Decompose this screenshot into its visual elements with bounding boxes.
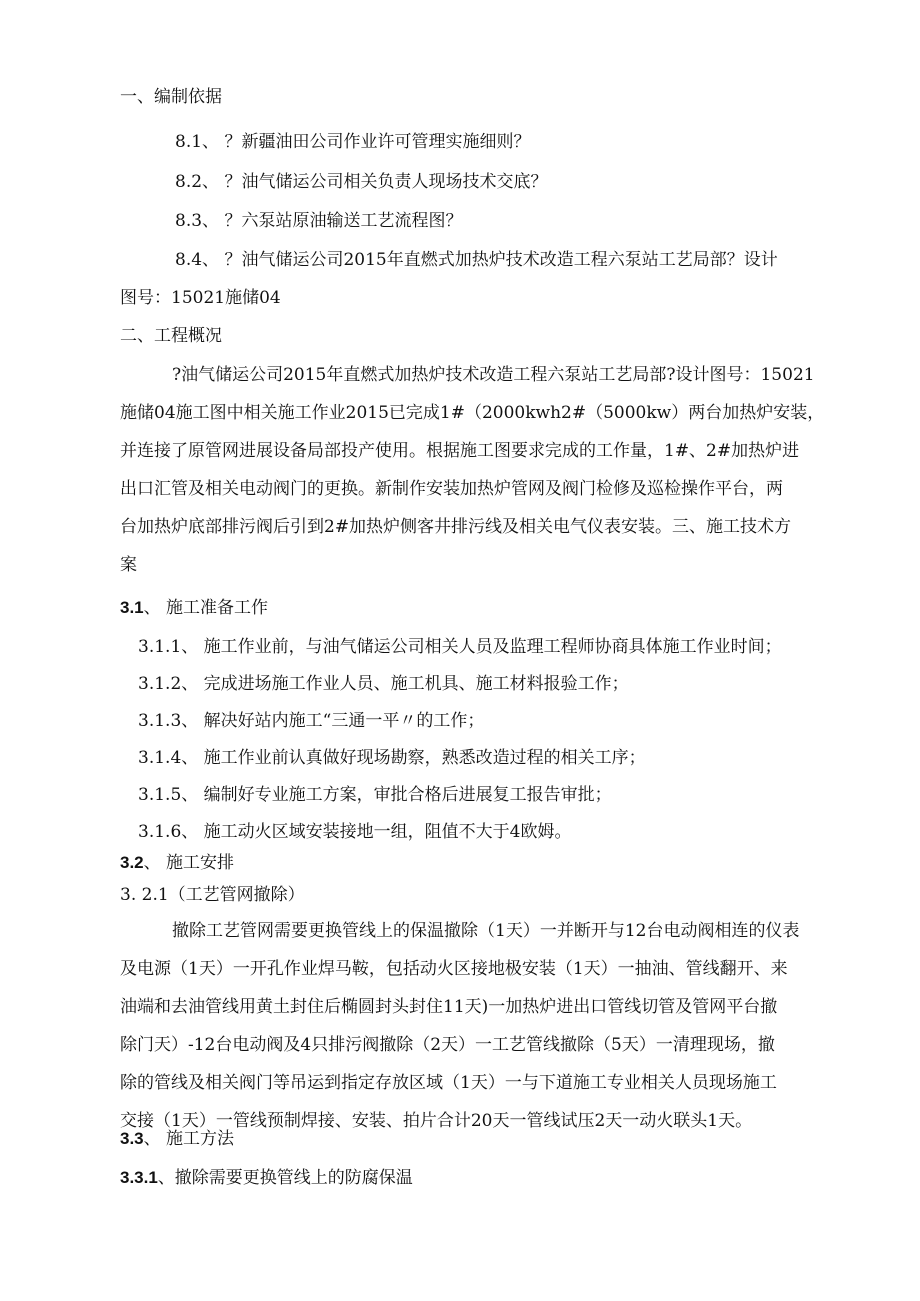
prep-item-5: 3.1.5、 编制好专业施工方案，审批合格后进展复工报告审批； — [138, 785, 612, 805]
overview-line-6: 案 — [120, 555, 137, 575]
section-3-3-1-heading — [120, 1167, 413, 1189]
basis-item-4: 8.4、 ？油气储运公司2015年直燃式加热炉技术改造工程六泵站工艺局部？设计 — [175, 250, 778, 270]
overview-line-2: 施储04施工图中相关施工作业2015已完成1#（2000kwh2#（5000kw）两台加热炉安装， — [120, 403, 825, 423]
basis-item-4-continued: 图号：15021施储04 — [120, 288, 281, 308]
section-3-3-1-title: 、撤除需要更换管线上的防腐保温 — [157, 1168, 413, 1188]
section-3-3-heading — [120, 1128, 234, 1150]
prep-item-1: 3.1.1、 施工作业前，与油气储运公司相关人员及监理工程师协商具体施工作业时间； — [138, 637, 782, 657]
basis-item-1: 8.1、 ？新疆油田公司作业许可管理实施细则？ — [175, 132, 531, 152]
section-3-1-number: 3.1 — [120, 598, 144, 617]
schedule-line-5: 除的管线及相关阀门等吊运到指定存放区域（1天）一与下道施工专业相关人员现场施工 — [120, 1073, 777, 1093]
section-3-2-1-heading: 3. 2.1（工艺管网撤除） — [120, 885, 305, 905]
section-3-1-heading — [120, 597, 268, 619]
overview-line-4: 出口汇管及相关电动阀门的更换。新制作安装加热炉管网及阀门检修及巡检操作平台，两 — [120, 479, 783, 499]
prep-item-2: 3.1.2、 完成进场施工作业人员、施工机具、施工材料报验工作； — [138, 674, 629, 694]
basis-item-2: 8.2、 ？油气储运公司相关负责人现场技术交底？ — [175, 172, 548, 192]
prep-item-3: 3.1.3、 解决好站内施工“三通一平〃的工作； — [138, 711, 485, 731]
prep-item-6: 3.1.6、 施工动火区域安装接地一组，阻值不大于4欧姆。 — [138, 822, 572, 842]
schedule-line-3: 油端和去油管线用黄土封住后椭圆封头封住11天)一加热炉进出口管线切管及管网平台撤 — [120, 997, 778, 1017]
schedule-line-6: 交接（1天）一管线预制焊接、安装、拍片合计20天一管线试压2天一动火联头1天。 — [120, 1111, 753, 1131]
section-3-3-number: 3.3 — [120, 1129, 144, 1148]
schedule-line-1: 撤除工艺管网需要更换管线上的保温撤除（1天）一并断开与12台电动阀相连的仪表 — [172, 921, 800, 941]
basis-item-3: 8.3、 ？六泵站原油输送工艺流程图？ — [175, 211, 463, 231]
section-3-3-title: 、 施工方法 — [143, 1129, 235, 1149]
section-3-1-title: 、 施工准备工作 — [143, 598, 269, 618]
prep-item-4: 3.1.4、 施工作业前认真做好现场勘察，熟悉改造过程的相关工序； — [138, 748, 646, 768]
schedule-line-2: 及电源（1天）一开孔作业焊马鞍，包括动火区接地极安装（1天）一抽油、管线翻开、来 — [120, 959, 788, 979]
section1-heading: 一、编制依据 — [120, 87, 222, 107]
schedule-line-4: 除门天）-12台电动阀及4只排污阀撤除（2天）一工艺管线撤除（5天）一清理现场，撤 — [120, 1035, 775, 1055]
overview-line-3: 并连接了原管网进展设备局部投产使用。根据施工图要求完成的工作量，1#、2#加热炉进 — [120, 441, 800, 461]
section-3-2-number: 3.2 — [120, 853, 144, 872]
section-3-3-1-number: 3.3.1 — [120, 1168, 158, 1187]
section2-heading: 二、工程概况 — [120, 326, 222, 346]
section-3-2-title: 、 施工安排 — [143, 853, 235, 873]
overview-line-1: ?油气储运公司2015年直燃式加热炉技术改造工程六泵站工艺局部?设计图号：15021 — [172, 365, 815, 385]
overview-line-5: 台加热炉底部排污阀后引到2#加热炉侧客井排污线及相关电气仪表安装。三、施工技术方 — [120, 517, 792, 537]
section-3-2-heading — [120, 852, 234, 874]
